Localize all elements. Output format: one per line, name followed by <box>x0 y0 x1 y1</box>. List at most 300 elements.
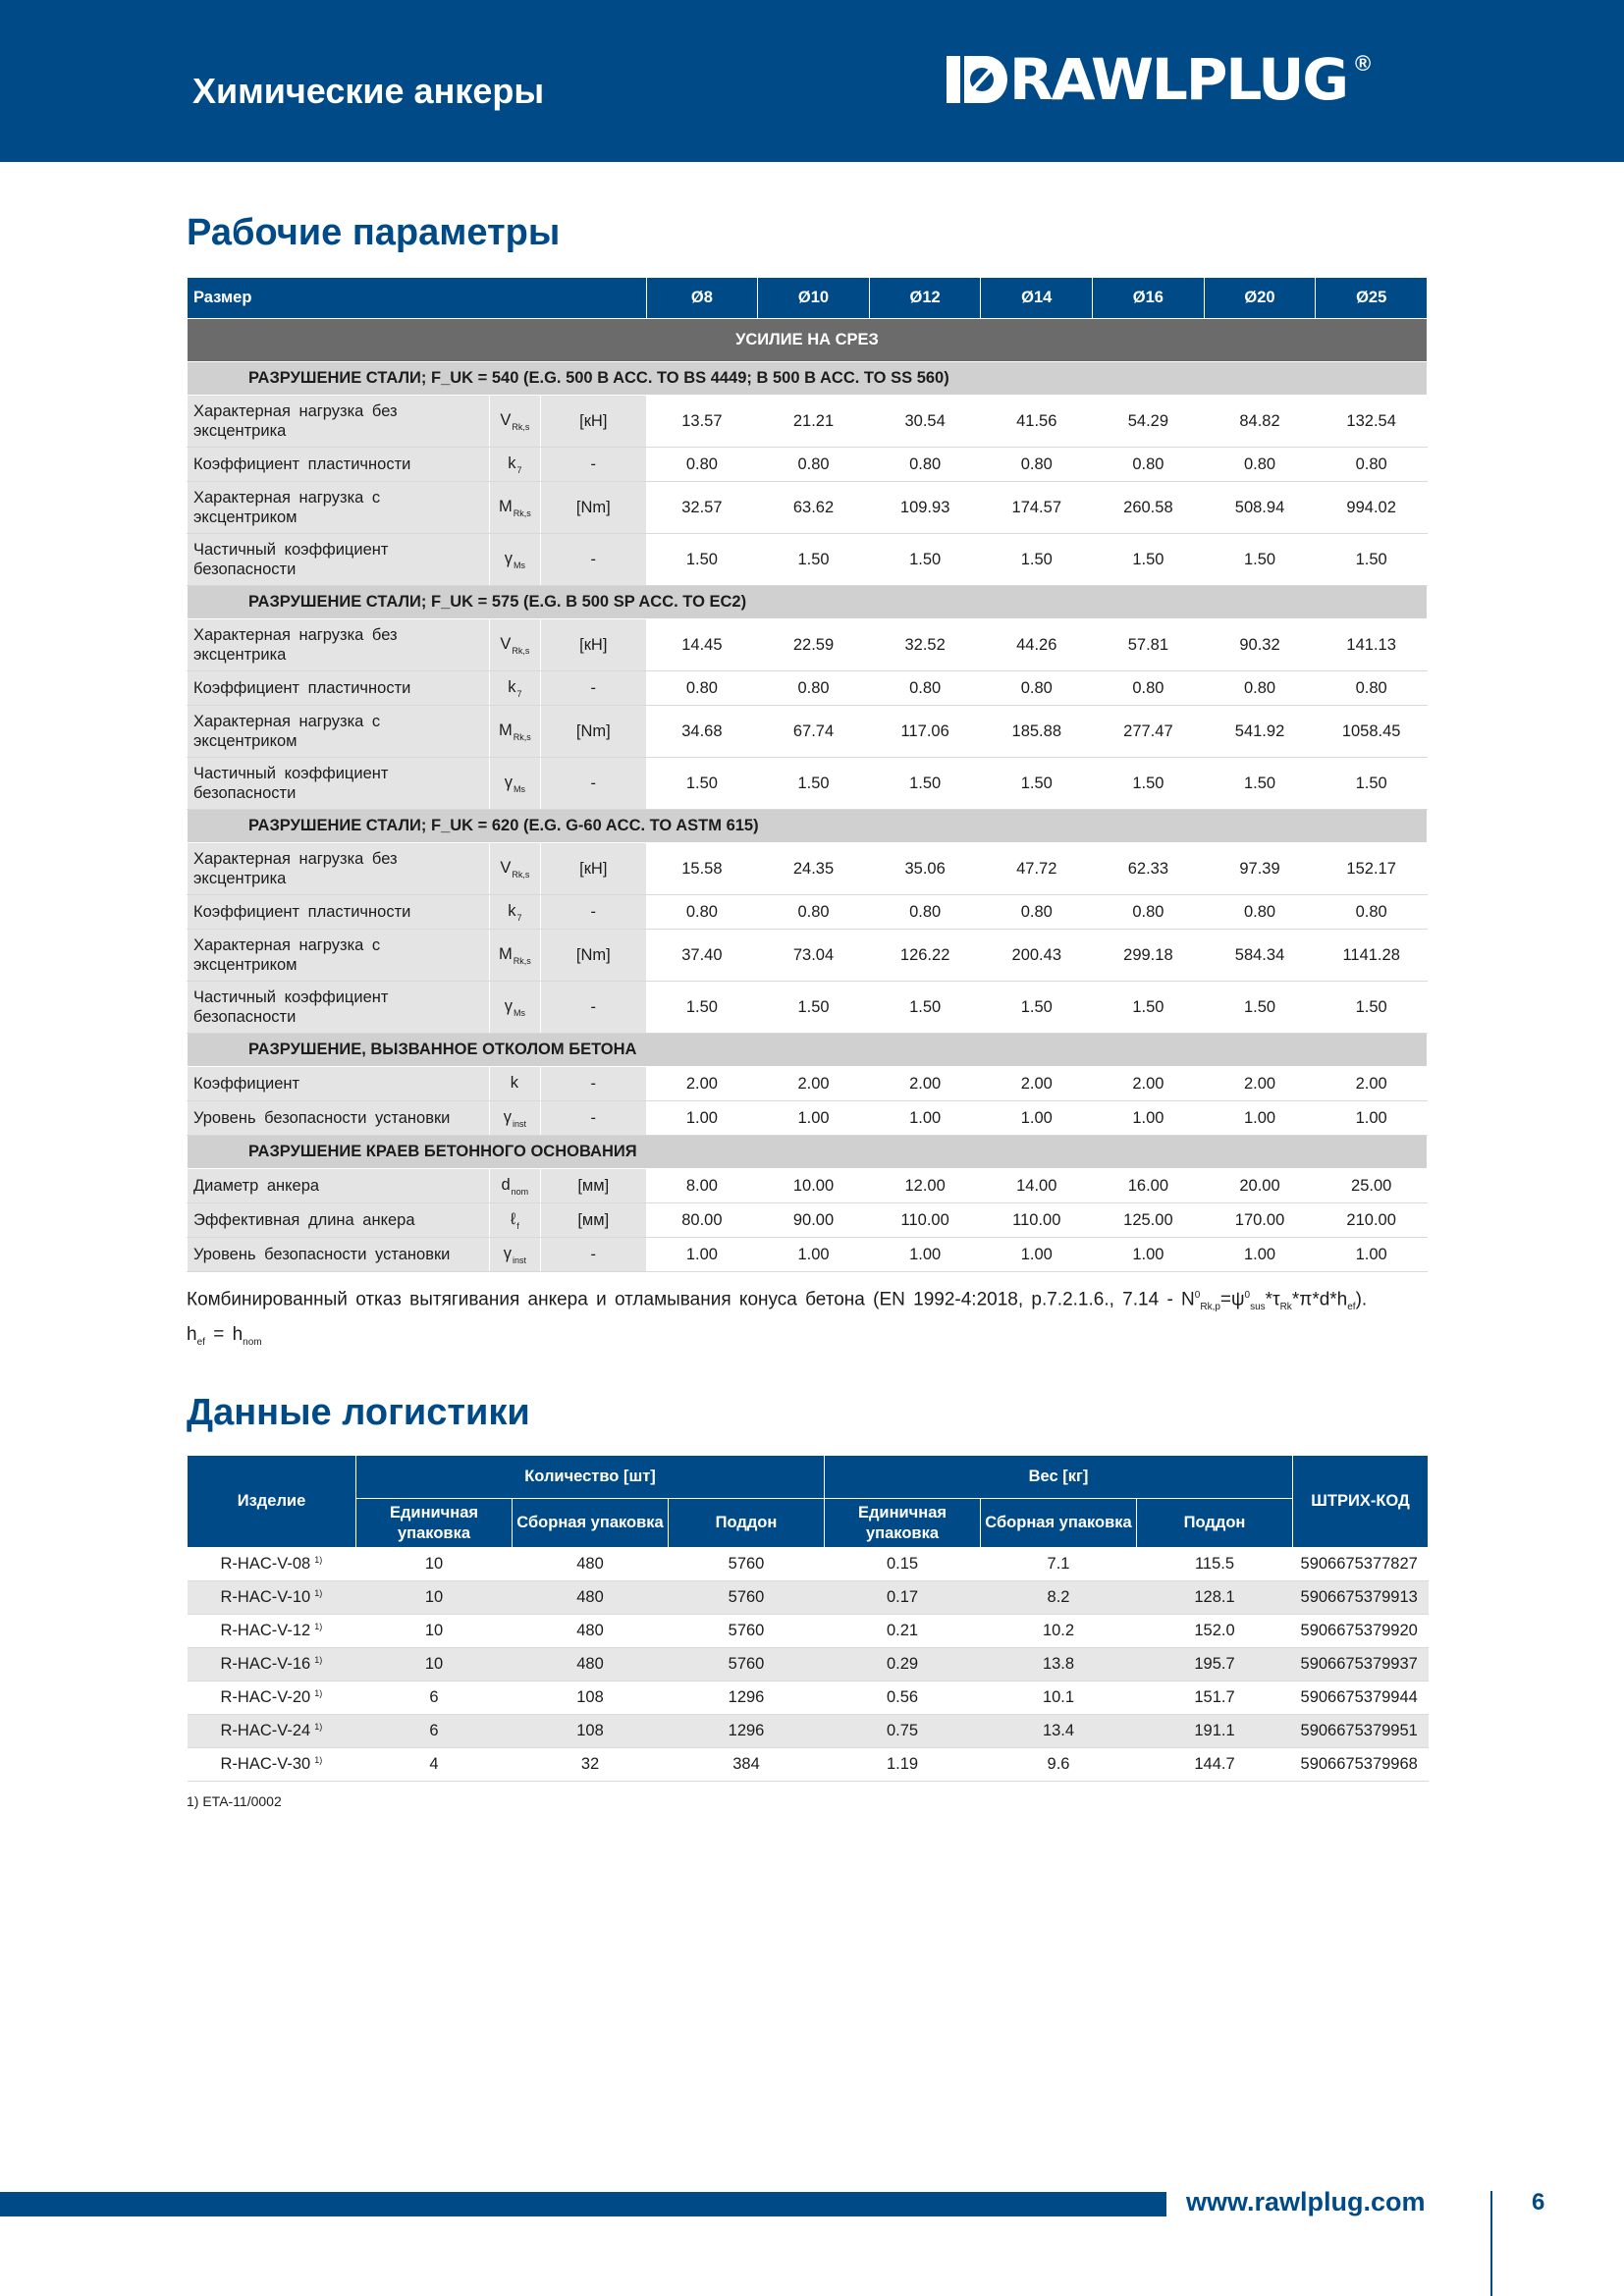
section-row <box>188 1034 1428 1067</box>
footnote-ref: 1) <box>314 1622 323 1631</box>
row-unit: - <box>540 448 646 482</box>
note-line2-eq: = h <box>204 1324 244 1346</box>
value-cell: 1.50 <box>1316 982 1428 1034</box>
value-cell: 41.56 <box>981 396 1093 448</box>
value-cell: 174.57 <box>981 482 1093 534</box>
value-cell: 63.62 <box>758 482 870 534</box>
product-name: R-HAC-V-24 <box>220 1722 311 1739</box>
symbol-letter: ℓ <box>510 1209 516 1228</box>
shear-band: УСИЛИЕ НА СРЕЗ <box>188 319 1428 362</box>
value-cell: 2.00 <box>1316 1067 1428 1101</box>
note-line2-h: h <box>187 1324 197 1346</box>
value-cell: 0.80 <box>1204 671 1316 706</box>
symbol-letter: γ <box>503 1244 512 1262</box>
weight-header: Вес [кг] <box>825 1456 1293 1499</box>
symbol-subscript: Rk,s <box>512 869 530 880</box>
performance-table-body <box>188 319 1428 1272</box>
value-cell: 7.1 <box>981 1548 1137 1581</box>
value-cell: 0.80 <box>758 895 870 930</box>
value-cell: 32.52 <box>869 619 981 671</box>
value-cell: 14.45 <box>646 619 758 671</box>
row-unit: [кН] <box>540 396 646 448</box>
value-cell: 1.50 <box>981 982 1093 1034</box>
bulk-pack-header: Сборная упаковка <box>981 1499 1137 1548</box>
symbol-letter: k <box>508 677 516 696</box>
website-link[interactable]: www.rawlplug.com <box>1186 2187 1426 2216</box>
value-cell: 5760 <box>669 1615 825 1648</box>
size-col-header: Ø10 <box>758 278 870 319</box>
value-cell: 5760 <box>669 1648 825 1682</box>
shear-band-row <box>188 319 1428 362</box>
value-cell: 0.80 <box>1093 448 1205 482</box>
value-cell: 1.50 <box>1316 534 1428 586</box>
row-unit: - <box>540 1238 646 1272</box>
performance-table <box>187 277 1428 1272</box>
table-row <box>188 1682 1429 1715</box>
value-cell: 20.00 <box>1204 1169 1316 1203</box>
value-cell: 10.2 <box>981 1615 1137 1648</box>
row-unit: - <box>540 982 646 1034</box>
note-text: Комбинированный отказ вытягивания анкера и отламывания конуса бетона (EN 1992-4:2018, p.7.2.1.6., 7.14 - N <box>187 1289 1195 1310</box>
value-cell: 0.80 <box>1316 671 1428 706</box>
note-close: ). <box>1355 1289 1368 1310</box>
value-cell: 0.80 <box>1204 448 1316 482</box>
table-row <box>188 1648 1429 1682</box>
value-cell: 151.7 <box>1137 1682 1293 1715</box>
value-cell: 994.02 <box>1316 482 1428 534</box>
value-cell: 1.19 <box>825 1748 981 1782</box>
value-cell: 0.80 <box>981 671 1093 706</box>
table-row <box>188 1067 1428 1101</box>
note-tail: *π*d*h <box>1291 1289 1348 1310</box>
row-symbol <box>489 534 540 586</box>
symbol-subscript: nom <box>511 1186 529 1197</box>
value-cell: 32.57 <box>646 482 758 534</box>
symbol-letter: d <box>501 1175 511 1194</box>
row-unit: - <box>540 534 646 586</box>
value-cell: 541.92 <box>1204 706 1316 758</box>
note-sub: nom <box>243 1336 262 1348</box>
row-label: Диаметр анкера <box>188 1169 490 1203</box>
symbol-letter: M <box>498 721 513 739</box>
value-cell: 15.58 <box>646 843 758 895</box>
value-cell: 1058.45 <box>1316 706 1428 758</box>
value-cell: 277.47 <box>1093 706 1205 758</box>
value-cell: 210.00 <box>1316 1203 1428 1238</box>
logistics-table-body <box>188 1548 1429 1782</box>
table-row <box>188 1548 1429 1581</box>
value-cell: 34.68 <box>646 706 758 758</box>
size-col-header: Ø12 <box>869 278 981 319</box>
symbol-letter: k <box>510 1073 518 1092</box>
product-name: R-HAC-V-16 <box>220 1655 311 1673</box>
table-row <box>188 619 1428 671</box>
symbol-letter: M <box>498 497 513 515</box>
value-cell: 299.18 <box>1093 930 1205 982</box>
symbol-subscript: Ms <box>513 783 525 794</box>
section-row <box>188 586 1428 619</box>
value-cell: 1.50 <box>1093 758 1205 810</box>
rawlplug-logo <box>947 46 1372 113</box>
value-cell: 1.00 <box>869 1238 981 1272</box>
row-unit: [Nm] <box>540 930 646 982</box>
value-cell: 152.17 <box>1316 843 1428 895</box>
value-cell: 0.80 <box>758 671 870 706</box>
value-cell: 0.80 <box>1204 895 1316 930</box>
value-cell: 2.00 <box>758 1067 870 1101</box>
table-row <box>188 1101 1428 1136</box>
performance-header-row <box>188 278 1428 319</box>
symbol-letter: V <box>500 410 512 429</box>
symbol-subscript: Rk,s <box>512 645 530 656</box>
barcode-cell: 5906675379944 <box>1293 1682 1429 1715</box>
footnote-ref: 1) <box>314 1722 323 1732</box>
table-row <box>188 534 1428 586</box>
value-cell: 195.7 <box>1137 1648 1293 1682</box>
value-cell: 97.39 <box>1204 843 1316 895</box>
value-cell: 110.00 <box>869 1203 981 1238</box>
value-cell: 73.04 <box>758 930 870 982</box>
product-name: R-HAC-V-30 <box>220 1755 311 1773</box>
value-cell: 126.22 <box>869 930 981 982</box>
value-cell: 132.54 <box>1316 396 1428 448</box>
value-cell: 2.00 <box>646 1067 758 1101</box>
row-symbol <box>489 1169 540 1203</box>
row-label: Уровень безопасности установки <box>188 1238 490 1272</box>
row-label: Характерная нагрузка с эксцентриком <box>188 706 490 758</box>
row-label: Характерная нагрузка с эксцентриком <box>188 930 490 982</box>
value-cell: 0.15 <box>825 1548 981 1581</box>
registered-mark: ® <box>1354 51 1372 76</box>
symbol-subscript: inst <box>512 1255 526 1265</box>
value-cell: 1.50 <box>1093 982 1205 1034</box>
value-cell: 141.13 <box>1316 619 1428 671</box>
row-symbol <box>489 758 540 810</box>
row-label: Эффективная длина анкера <box>188 1203 490 1238</box>
value-cell: 25.00 <box>1316 1169 1428 1203</box>
product-name: R-HAC-V-08 <box>220 1555 311 1573</box>
value-cell: 1.00 <box>1204 1238 1316 1272</box>
value-cell: 47.72 <box>981 843 1093 895</box>
table-row <box>188 482 1428 534</box>
row-symbol <box>489 482 540 534</box>
value-cell: 22.59 <box>758 619 870 671</box>
product-cell <box>188 1682 356 1715</box>
logistics-header-row <box>188 1456 1429 1499</box>
combined-failure-note <box>187 1282 1428 1357</box>
size-header: Размер <box>188 278 647 319</box>
product-name: R-HAC-V-12 <box>220 1622 311 1639</box>
size-col-header: Ø8 <box>646 278 758 319</box>
value-cell: 480 <box>513 1615 669 1648</box>
symbol-subscript: Rk,s <box>513 507 531 518</box>
product-cell <box>188 1648 356 1682</box>
value-cell: 54.29 <box>1093 396 1205 448</box>
table-row <box>188 758 1428 810</box>
row-unit: [кН] <box>540 843 646 895</box>
product-cell <box>188 1715 356 1748</box>
row-label: Характерная нагрузка без эксцентрика <box>188 619 490 671</box>
row-label: Уровень безопасности установки <box>188 1101 490 1136</box>
value-cell: 2.00 <box>1204 1067 1316 1101</box>
value-cell: 1.00 <box>1093 1238 1205 1272</box>
symbol-subscript: 7 <box>516 688 522 699</box>
value-cell: 1.00 <box>1093 1101 1205 1136</box>
value-cell: 108 <box>513 1715 669 1748</box>
row-label: Характерная нагрузка с эксцентриком <box>188 482 490 534</box>
value-cell: 1.00 <box>869 1101 981 1136</box>
value-cell: 2.00 <box>981 1067 1093 1101</box>
value-cell: 14.00 <box>981 1169 1093 1203</box>
section-row <box>188 362 1428 396</box>
symbol-subscript: f <box>516 1220 519 1231</box>
row-label: Коэффициент <box>188 1067 490 1101</box>
page-number: 6 <box>1532 2189 1545 2216</box>
value-cell: 110.00 <box>981 1203 1093 1238</box>
size-col-header: Ø20 <box>1204 278 1316 319</box>
value-cell: 1.00 <box>981 1101 1093 1136</box>
footnote-ref: 1) <box>314 1688 323 1698</box>
row-label: Коэффициент пластичности <box>188 895 490 930</box>
row-symbol <box>489 843 540 895</box>
row-unit: [мм] <box>540 1203 646 1238</box>
value-cell: 8.00 <box>646 1169 758 1203</box>
value-cell: 10 <box>356 1581 513 1615</box>
footnote-ref: 1) <box>314 1755 323 1765</box>
value-cell: 1.50 <box>646 534 758 586</box>
value-cell: 1.50 <box>1204 758 1316 810</box>
symbol-letter: γ <box>504 773 513 791</box>
table-row <box>188 1715 1429 1748</box>
value-cell: 1.50 <box>1204 534 1316 586</box>
barcode-cell: 5906675379968 <box>1293 1748 1429 1782</box>
value-cell: 0.80 <box>646 895 758 930</box>
table-row <box>188 1581 1429 1615</box>
value-cell: 0.80 <box>869 448 981 482</box>
value-cell: 4 <box>356 1748 513 1782</box>
value-cell: 1296 <box>669 1682 825 1715</box>
value-cell: 584.34 <box>1204 930 1316 982</box>
symbol-subscript: Rk,s <box>513 731 531 742</box>
table-row <box>188 671 1428 706</box>
size-col-header: Ø25 <box>1316 278 1428 319</box>
value-cell: 0.80 <box>646 671 758 706</box>
row-symbol <box>489 982 540 1034</box>
row-symbol <box>489 671 540 706</box>
table-row <box>188 1748 1429 1782</box>
value-cell: 1.00 <box>646 1101 758 1136</box>
row-symbol <box>489 706 540 758</box>
value-cell: 480 <box>513 1581 669 1615</box>
row-unit: - <box>540 1101 646 1136</box>
unit-pack-header: Единичная упаковка <box>825 1499 981 1548</box>
value-cell: 1.50 <box>1316 758 1428 810</box>
value-cell: 0.80 <box>869 671 981 706</box>
footnote-ref: 1) <box>314 1588 323 1598</box>
product-cell <box>188 1548 356 1581</box>
value-cell: 1.50 <box>981 758 1093 810</box>
symbol-letter: γ <box>503 1107 512 1126</box>
value-cell: 191.1 <box>1137 1715 1293 1748</box>
value-cell: 10.00 <box>758 1169 870 1203</box>
value-cell: 0.80 <box>869 895 981 930</box>
value-cell: 10.1 <box>981 1682 1137 1715</box>
product-header: Изделие <box>188 1456 356 1548</box>
value-cell: 508.94 <box>1204 482 1316 534</box>
value-cell: 1.00 <box>1316 1238 1428 1272</box>
note-tau: *τ <box>1265 1289 1280 1310</box>
value-cell: 32 <box>513 1748 669 1782</box>
section-title: РАЗРУШЕНИЕ СТАЛИ; F_UK = 575 (E.G. B 500 SP ACC. TO EC2) <box>188 586 1428 619</box>
row-symbol <box>489 448 540 482</box>
value-cell: 125.00 <box>1093 1203 1205 1238</box>
value-cell: 185.88 <box>981 706 1093 758</box>
header-title: Химические анкеры <box>192 71 545 111</box>
product-cell <box>188 1615 356 1648</box>
section-title: РАЗРУШЕНИЕ КРАЕВ БЕТОННОГО ОСНОВАНИЯ <box>188 1136 1428 1169</box>
value-cell: 84.82 <box>1204 396 1316 448</box>
row-unit: [Nm] <box>540 482 646 534</box>
value-cell: 10 <box>356 1615 513 1648</box>
row-symbol <box>489 1238 540 1272</box>
symbol-letter: γ <box>504 996 513 1015</box>
value-cell: 109.93 <box>869 482 981 534</box>
value-cell: 13.4 <box>981 1715 1137 1748</box>
value-cell: 0.80 <box>1093 895 1205 930</box>
value-cell: 144.7 <box>1137 1748 1293 1782</box>
value-cell: 13.8 <box>981 1648 1137 1682</box>
value-cell: 0.56 <box>825 1682 981 1715</box>
value-cell: 0.80 <box>1316 448 1428 482</box>
row-symbol <box>489 396 540 448</box>
product-name: R-HAC-V-20 <box>220 1688 311 1706</box>
value-cell: 21.21 <box>758 396 870 448</box>
value-cell: 1296 <box>669 1715 825 1748</box>
row-unit: - <box>540 758 646 810</box>
table-row <box>188 706 1428 758</box>
value-cell: 384 <box>669 1748 825 1782</box>
value-cell: 10 <box>356 1648 513 1682</box>
size-col-header: Ø16 <box>1093 278 1205 319</box>
row-symbol <box>489 1203 540 1238</box>
unit-pack-header: Единичная упаковка <box>356 1499 513 1548</box>
logistics-heading: Данные логистики <box>187 1392 530 1433</box>
pallet-header: Поддон <box>1137 1499 1293 1548</box>
value-cell: 8.2 <box>981 1581 1137 1615</box>
row-symbol <box>489 930 540 982</box>
value-cell: 57.81 <box>1093 619 1205 671</box>
symbol-subscript: 7 <box>516 464 522 475</box>
note-sup: 0 <box>1194 1290 1201 1301</box>
value-cell: 0.80 <box>646 448 758 482</box>
value-cell: 108 <box>513 1682 669 1715</box>
row-symbol <box>489 619 540 671</box>
value-cell: 0.80 <box>981 895 1093 930</box>
symbol-subscript: Rk,s <box>512 421 530 432</box>
row-unit: - <box>540 1067 646 1101</box>
table-row <box>188 1238 1428 1272</box>
value-cell: 0.80 <box>758 448 870 482</box>
table-row <box>188 1203 1428 1238</box>
value-cell: 6 <box>356 1715 513 1748</box>
table-row <box>188 448 1428 482</box>
footnote-ref: 1) <box>314 1655 323 1665</box>
value-cell: 115.5 <box>1137 1548 1293 1581</box>
footnote: 1) ETA-11/0002 <box>187 1793 282 1809</box>
value-cell: 0.29 <box>825 1648 981 1682</box>
value-cell: 5760 <box>669 1548 825 1581</box>
row-unit: - <box>540 671 646 706</box>
value-cell: 24.35 <box>758 843 870 895</box>
value-cell: 1.50 <box>1093 534 1205 586</box>
symbol-letter: γ <box>504 549 513 567</box>
value-cell: 0.75 <box>825 1715 981 1748</box>
symbol-letter: V <box>500 858 512 877</box>
value-cell: 37.40 <box>646 930 758 982</box>
value-cell: 2.00 <box>869 1067 981 1101</box>
quantity-header: Количество [шт] <box>356 1456 825 1499</box>
row-label: Коэффициент пластичности <box>188 671 490 706</box>
note-sub: ef <box>196 1336 205 1348</box>
page-header <box>0 0 1624 162</box>
value-cell: 90.32 <box>1204 619 1316 671</box>
row-label: Коэффициент пластичности <box>188 448 490 482</box>
section-title: РАЗРУШЕНИЕ СТАЛИ; F_UK = 620 (E.G. G-60 ACC. TO ASTM 615) <box>188 810 1428 843</box>
row-symbol <box>489 895 540 930</box>
value-cell: 480 <box>513 1548 669 1581</box>
value-cell: 117.06 <box>869 706 981 758</box>
barcode-cell: 5906675377827 <box>1293 1548 1429 1581</box>
symbol-subscript: Ms <box>513 1007 525 1018</box>
pallet-header: Поддон <box>669 1499 825 1548</box>
note-sub: sus <box>1250 1302 1266 1313</box>
row-symbol <box>489 1101 540 1136</box>
value-cell: 67.74 <box>758 706 870 758</box>
note-sub: Rk <box>1279 1302 1292 1313</box>
performance-heading: Рабочие параметры <box>187 212 561 253</box>
table-row <box>188 396 1428 448</box>
rawlplug-logo-mark-icon <box>947 50 1007 109</box>
symbol-subscript: Ms <box>513 560 525 570</box>
value-cell: 1.50 <box>758 534 870 586</box>
row-label: Характерная нагрузка без эксцентрика <box>188 843 490 895</box>
value-cell: 1.50 <box>981 534 1093 586</box>
value-cell: 1.00 <box>981 1238 1093 1272</box>
value-cell: 1.50 <box>758 982 870 1034</box>
footer-bar <box>0 2192 1166 2216</box>
table-row <box>188 843 1428 895</box>
value-cell: 2.00 <box>1093 1067 1205 1101</box>
table-row <box>188 895 1428 930</box>
barcode-header: ШТРИХ-КОД <box>1293 1456 1429 1548</box>
bulk-pack-header: Сборная упаковка <box>513 1499 669 1548</box>
value-cell: 1.50 <box>646 758 758 810</box>
row-unit: [мм] <box>540 1169 646 1203</box>
row-unit: [Nm] <box>540 706 646 758</box>
value-cell: 480 <box>513 1648 669 1682</box>
value-cell: 9.6 <box>981 1748 1137 1782</box>
value-cell: 44.26 <box>981 619 1093 671</box>
symbol-letter: k <box>508 454 516 472</box>
value-cell: 152.0 <box>1137 1615 1293 1648</box>
product-cell <box>188 1748 356 1782</box>
symbol-letter: M <box>498 944 513 963</box>
value-cell: 0.80 <box>981 448 1093 482</box>
value-cell: 1.50 <box>869 982 981 1034</box>
value-cell: 1.00 <box>1204 1101 1316 1136</box>
value-cell: 30.54 <box>869 396 981 448</box>
row-unit: - <box>540 895 646 930</box>
